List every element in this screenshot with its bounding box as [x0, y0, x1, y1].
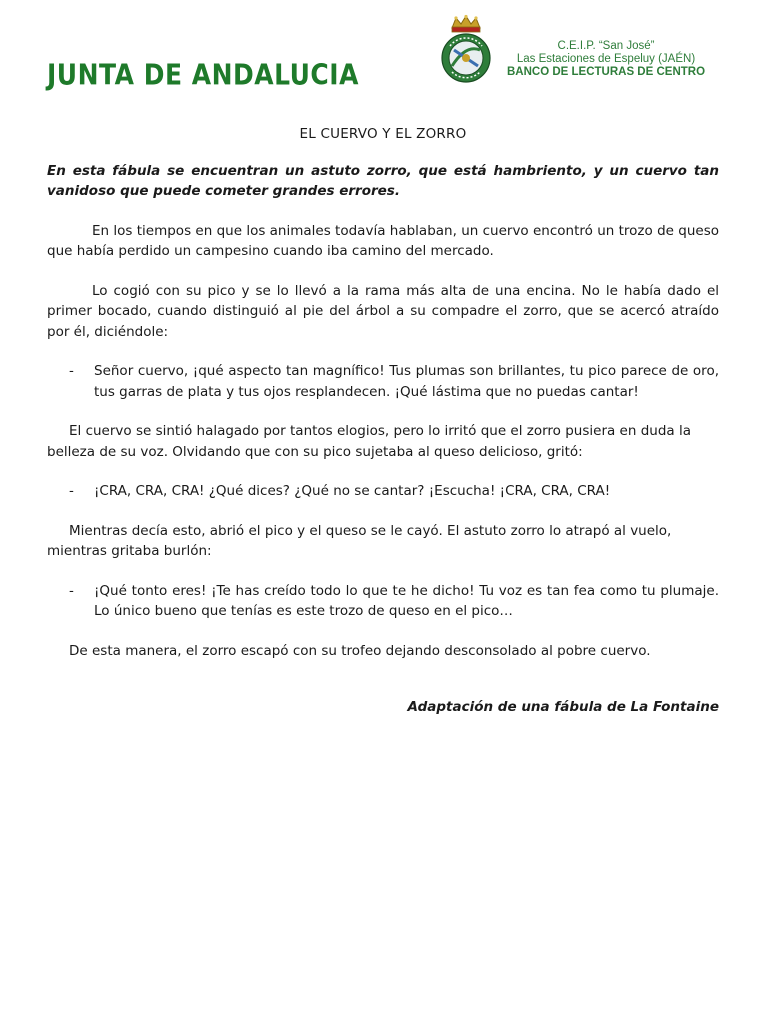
junta-de-andalucia-logo: JUNTA DE ANDALUCIA	[47, 58, 359, 92]
school-name: C.E.I.P. “San José”	[557, 40, 655, 52]
page-header	[0, 0, 768, 110]
dialog-dash: -	[69, 363, 74, 379]
dialog-dash: -	[69, 582, 74, 599]
dialog-text: ¡CRA, CRA, CRA! ¿Qué dices? ¿Qué no se cantar? ¡Escucha! ¡CRA, CRA, CRA!	[94, 483, 611, 499]
paragraph-2: Lo cogió con su pico y se lo llevó a la rama más alta de una encina. No le había dado el primer bocado, cuando distinguió al pie del árbol a su compadre el zorro, que se acercó atraído por él, diciéndole:	[47, 282, 719, 340]
dialog-text: ¡Qué tonto eres! ¡Te has creído todo lo que te he dicho! Tu voz es tan fea como tu plumaje. Lo único bueno que tenías es este trozo de queso en el pico…	[94, 582, 719, 619]
reading-bank-label: BANCO DE LECTURAS DE CENTRO	[506, 66, 706, 78]
dialog-dash: -	[69, 483, 74, 499]
dialog-line-1	[47, 361, 719, 402]
school-location: Las Estaciones de Espeluy (JAÉN)	[516, 53, 696, 65]
story-title: EL CUERVO Y EL ZORRO	[299, 126, 467, 142]
school-info	[494, 40, 718, 79]
dialog-text: Señor cuervo, ¡qué aspecto tan magnífico! Tus plumas son brillantes, tu pico parece de oro, tus garras de plata y tus ojos resplandecen. ¡Qué lástima que no puedas cantar!	[94, 363, 719, 400]
paragraph-5: De esta manera, el zorro escapó con su trofeo dejando desconsolado al pobre cuervo.	[69, 642, 651, 659]
dialog-line-2	[47, 481, 719, 502]
document-body	[47, 124, 719, 718]
paragraph-1: En los tiempos en que los animales todavía hablaban, un cuervo encontró un trozo de queso que había perdido un campesino cuando iba camino del mercado.	[47, 222, 719, 259]
paragraph-4: Mientras decía esto, abrió el pico y el queso se le cayó. El astuto zorro lo atrapó al vuelo, mientras gritaba burlón:	[47, 522, 672, 559]
story-intro: En esta fábula se encuentran un astuto zorro, que está hambriento, y un cuervo tan vanidoso que puede cometer grandes errores.	[47, 162, 719, 199]
paragraph-3: El cuervo se sintió halagado por tantos elogios, pero lo irritó que el zorro pusiera en duda la belleza de su voz. Olvidando que con su pico sujetaba al queso delicioso, gritó:	[47, 423, 691, 460]
school-crest-icon	[440, 14, 492, 86]
dialog-line-3	[47, 581, 719, 622]
story-attribution: Adaptación de una fábula de La Fontaine	[407, 699, 719, 715]
